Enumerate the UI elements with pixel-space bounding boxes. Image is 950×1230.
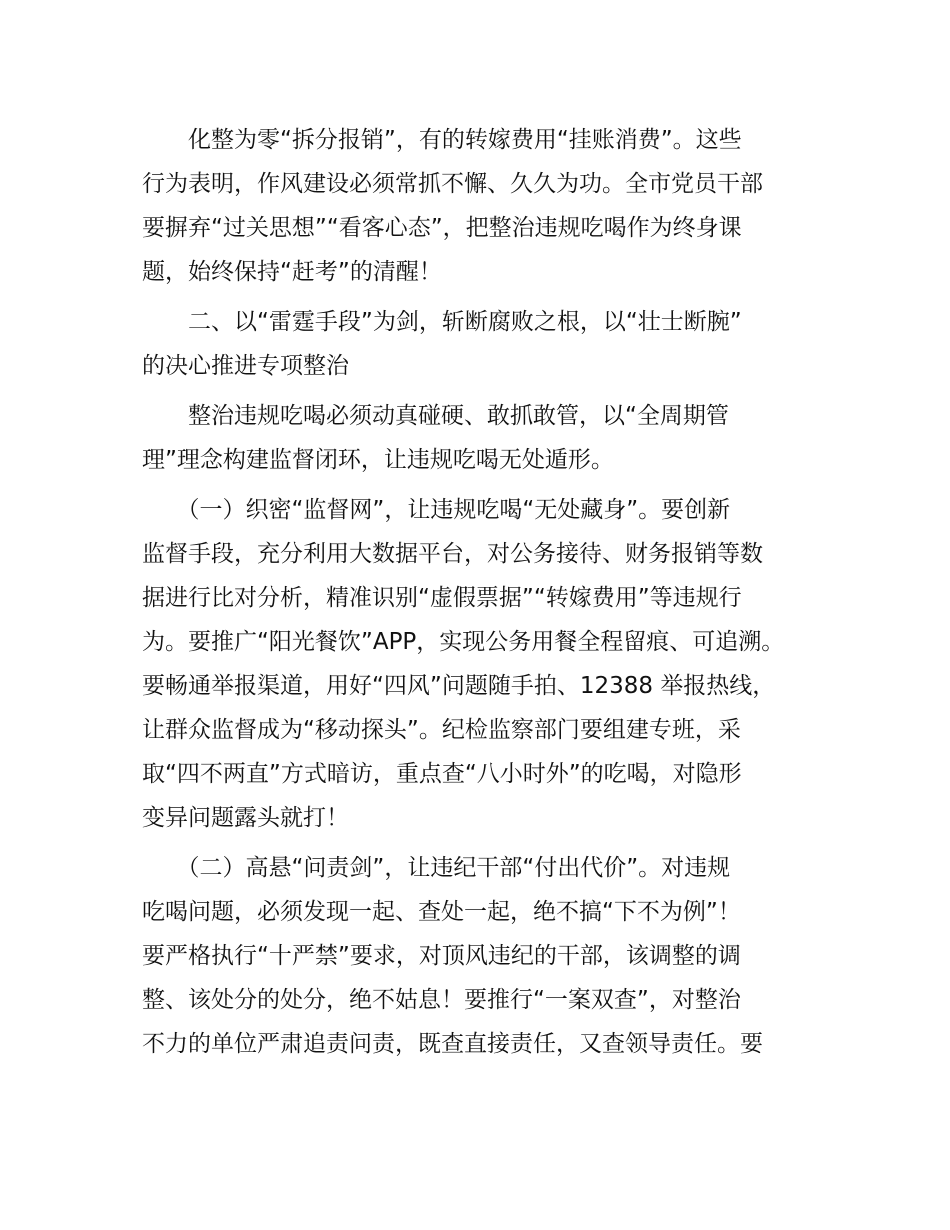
- text-line: 题，始终保持“赶考”的清醒！: [142, 259, 442, 285]
- section-heading-2: [142, 300, 832, 388]
- text-line: 监督手段，充分利用大数据平台，对公务接待、财务报销等数: [142, 541, 763, 567]
- text-line: （二）高悬“问责剑”，让违纪干部“付出代价”。对违规: [142, 855, 731, 881]
- text-line: 据进行比对分析，精准识别“虚假票据”“转嫁费用”等违规行: [142, 585, 742, 611]
- text-line: （一）织密“监督网”，让违规吃喝“无处藏身”。要创新: [142, 497, 731, 523]
- text-line: 行为表明，作风建设必须常抓不懈、久久为功。全市党员干部: [142, 171, 763, 197]
- text-line: 化整为零“拆分报销”，有的转嫁费用“挂账消费”。这些: [142, 127, 742, 153]
- text-line: 让群众监督成为“移动探头”。纪检监察部门要组建专班，采: [142, 717, 741, 743]
- text-line: 理”理念构建监督闭环，让违规吃喝无处遁形。: [142, 447, 614, 473]
- text-line: 整治违规吃喝必须动真碰硬、敢抓敢管，以“全周期管: [142, 403, 729, 429]
- text-line: 为。要推广“阳光餐饮”APP，实现公务用餐全程留痕、可追溯。: [142, 629, 785, 655]
- text-line: 取“四不两直”方式暗访，重点查“八小时外”的吃喝，对隐形: [142, 761, 742, 787]
- paragraph-3: [142, 394, 832, 482]
- text-line: 整、该处分的处分，绝不姑息！要推行“一案双查”，对整治: [142, 987, 741, 1013]
- text-line: 不力的单位严肃追责问责，既查直接责任，又查领导责任。要: [142, 1031, 763, 1057]
- document-body: [142, 118, 832, 1066]
- text-line: 的决心推进专项整治: [142, 353, 349, 379]
- paragraph-4: [142, 488, 832, 840]
- text-line: 吃喝问题，必须发现一起、查处一起，绝不搞“下不为例”！: [142, 899, 741, 925]
- text-line: 要严格执行“十严禁”要求，对顶风违纪的干部，该调整的调: [142, 943, 741, 969]
- text-line: 要摒弃“过关思想”“看客心态”，把整治违规吃喝作为终身课: [142, 215, 742, 241]
- paragraph-5: [142, 846, 832, 1066]
- text-line: 二、以“雷霆手段”为剑，斩断腐败之根，以“壮士断腕”: [142, 309, 742, 335]
- text-line: 要畅通举报渠道，用好“四风”问题随手拍、12388 举报热线，: [142, 673, 776, 699]
- text-line: 变异问题露头就打！: [142, 805, 349, 831]
- paragraph-1: [142, 118, 832, 294]
